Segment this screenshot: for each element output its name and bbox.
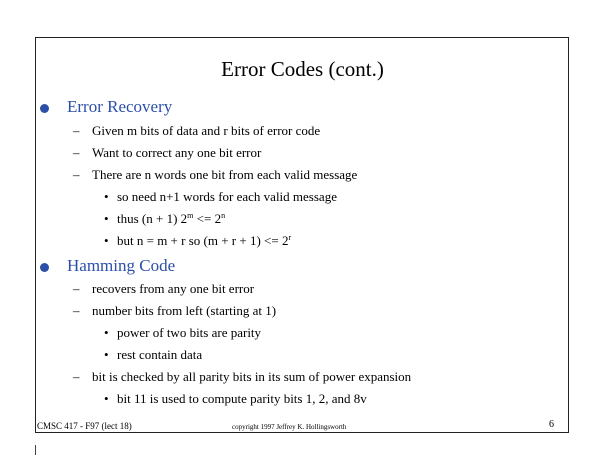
sub-list-item: so need n+1 words for each valid message — [117, 189, 337, 204]
section-bullet — [40, 263, 49, 272]
list-item: Given m bits of data and r bits of error code — [92, 123, 321, 138]
footer-copyright: copyright 1997 Jeffrey K. Hollingsworth — [232, 423, 347, 431]
list-item: bit is checked by all parity bits in its sum of power expansion — [92, 369, 412, 384]
dash-marker: – — [73, 303, 80, 318]
list-item: There are n words one bit from each valid message — [92, 167, 358, 182]
bullet-marker: • — [104, 325, 109, 340]
bullet-marker: • — [104, 391, 109, 406]
corner-mark — [35, 445, 36, 455]
section-heading-hamming-code: Hamming Code — [67, 256, 176, 275]
dash-marker: – — [73, 167, 80, 182]
sub-list-item: bit 11 is used to compute parity bits 1, 2, and 8v — [117, 391, 367, 406]
dash-marker: – — [73, 369, 80, 384]
dash-marker: – — [73, 281, 80, 296]
bullet-marker: • — [104, 233, 109, 248]
dash-marker: – — [73, 123, 80, 138]
page-number: 6 — [549, 419, 554, 430]
sub-list-item: power of two bits are parity — [117, 325, 262, 340]
slide-title: Error Codes (cont.) — [221, 57, 384, 81]
list-item: Want to correct any one bit error — [92, 145, 262, 160]
list-item: recovers from any one bit error — [92, 281, 255, 296]
sub-list-item: rest contain data — [117, 347, 203, 362]
bullet-marker: • — [104, 211, 109, 226]
sub-list-item-formula: thus (n + 1) $2^m <= 2^n$ — [117, 211, 226, 226]
dash-marker: – — [73, 145, 80, 160]
footer-course: CMSC 417 - F97 (lect 18) — [37, 421, 132, 431]
list-item: number bits from left (starting at 1) — [92, 303, 277, 318]
bullet-marker: • — [104, 347, 109, 362]
section-bullet — [40, 104, 49, 113]
bullet-marker: • — [104, 189, 109, 204]
sub-list-item-formula: but n = m + r so $(m + r + 1) <= 2^r$ — [117, 233, 292, 248]
section-heading-error-recovery: Error Recovery — [67, 97, 173, 116]
